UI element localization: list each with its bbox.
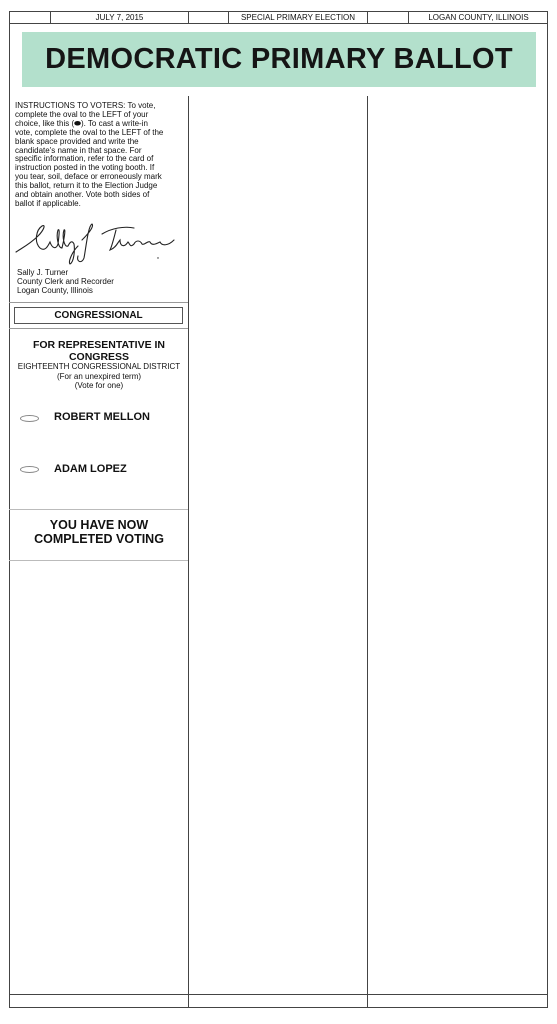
signature-scribble [12,218,184,268]
section-rule-bottom [9,328,188,329]
office-term: (For an unexpired term) [56,371,142,381]
vote-oval-robert-mellon[interactable] [20,415,39,422]
office-details [12,362,186,391]
footer-rule [9,994,548,995]
clerk-signature [12,218,184,268]
header-date: JULY 7, 2015 [95,13,144,22]
office-title [12,339,186,363]
header-election: SPECIAL PRIMARY ELECTION [240,13,356,22]
column-divider-1 [188,96,189,1007]
instruction-line: INSTRUCTIONS TO VOTERS: To vote, [15,101,156,110]
instruction-line: this ballot, return it to the Election Judge [15,181,158,191]
header-divider-4 [367,11,368,23]
clerk-info [17,268,187,295]
completed-line2: COMPLETED VOTING [34,532,164,546]
instruction-line: choice, like this (⬬). To cast a write-in [15,118,148,128]
section-rule-top [9,302,188,303]
header-county: LOGAN COUNTY, ILLINOIS [428,13,529,22]
office-title-line2: CONGRESS [68,351,130,363]
completed-line1: YOU HAVE NOW [49,518,149,532]
clerk-name: Sally J. Turner [17,268,69,277]
voter-instructions [15,102,185,209]
vote-oval-adam-lopez[interactable] [20,466,39,473]
ballot-title-banner [22,32,536,87]
completed-rule-bottom [9,560,188,561]
header-divider-2 [188,11,189,23]
clerk-title: County Clerk and Recorder [17,277,114,286]
ballot-title: DEMOCRATIC PRIMARY BALLOT [45,43,513,75]
instruction-line: specific information, refer to the card of [15,154,154,164]
candidate-name: ROBERT MELLON [54,411,150,423]
instruction-line: ballot if applicable. [15,198,81,208]
clerk-county: Logan County, Illinois [17,286,93,295]
instruction-line: instruction posted in the voting booth. If [15,163,155,173]
column-divider-2 [367,96,368,1007]
completed-voting-notice [12,518,186,546]
office-district: EIGHTEENTH CONGRESSIONAL DISTRICT [17,362,181,371]
instruction-line: and obtain another. Vote both sides of [15,190,150,200]
office-title-line1: FOR REPRESENTATIVE IN [32,339,166,351]
instruction-line: blank space provided and write the [15,136,139,146]
candidate-name: ADAM LOPEZ [54,463,127,475]
office-vote-for: (Vote for one) [74,381,124,391]
completed-rule-top [9,509,188,510]
section-header-congressional: CONGRESSIONAL [14,307,183,324]
instruction-line: you tear, soil, deface or erroneously mark [15,172,162,182]
instruction-line: complete the oval to the LEFT of your [15,109,149,119]
instruction-line: vote, complete the oval to the LEFT of the [15,127,164,137]
instruction-line: candidate's name in that space. For [15,145,142,155]
